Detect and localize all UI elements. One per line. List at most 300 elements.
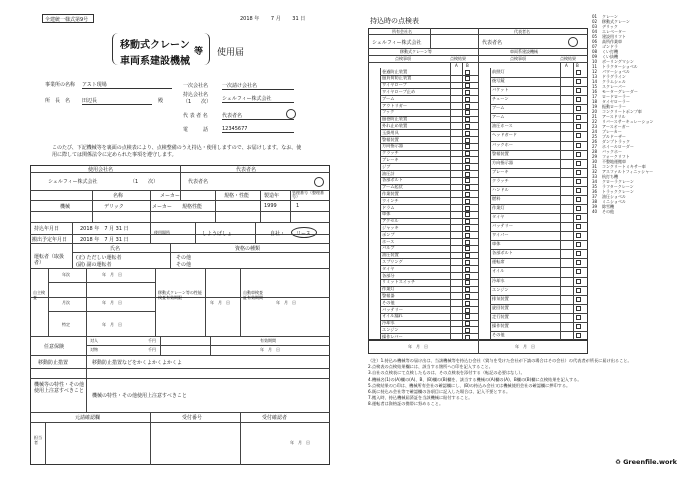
checklist-number: 07 (592, 44, 598, 49)
checklist-label: トラッククレーン (602, 189, 634, 194)
tel-value: 12345677 (222, 126, 294, 133)
checklist-label: コンクリートポンプ車 (602, 109, 642, 114)
crane-item: 冷却水 (382, 320, 395, 326)
crane-item: ホース (382, 238, 395, 244)
check-box[interactable] (465, 70, 470, 75)
check-box[interactable] (576, 251, 581, 256)
checklist-label: くい抜機 (602, 54, 618, 59)
check-box[interactable] (465, 83, 470, 88)
checklist-label: ホイールローダー (602, 144, 634, 149)
checklist-number: 40 (592, 209, 598, 214)
spec-label: 規格性能 (182, 204, 203, 210)
checklist-label: バックホー (602, 149, 622, 154)
check-box[interactable] (576, 188, 581, 193)
right-footer-2: 年 月 日 (515, 344, 535, 349)
h-carry: 所有会社名 (392, 29, 412, 34)
checklist-label: クレーン (602, 14, 618, 19)
checklist-number: 11 (592, 64, 598, 69)
check-box[interactable] (465, 172, 470, 177)
title-doc: 使用届 (217, 48, 245, 58)
vehicle-item: 各部ボルト (492, 250, 513, 256)
check-box[interactable] (576, 88, 581, 93)
check-box[interactable] (576, 215, 581, 220)
crane-item: オイル漏れ (382, 313, 403, 319)
check-box[interactable] (465, 274, 470, 279)
check-box[interactable] (465, 178, 470, 183)
right-title: 持込時の点検表 (370, 17, 419, 25)
checklist-number: 05 (592, 34, 598, 39)
rep-value: 代表者名 (222, 112, 294, 120)
check-box[interactable] (576, 97, 581, 102)
crane-item: ブーム (382, 95, 395, 101)
mgmt-value: 1 (296, 203, 300, 209)
checklist-number: 02 (592, 19, 598, 24)
own-label: 自社・ (270, 231, 286, 237)
check-box[interactable] (465, 240, 470, 245)
checklist-label: エレベーター (602, 29, 626, 34)
operator-label: 運転者（取扱者） (34, 254, 65, 266)
operator-1-qual: その他 (176, 255, 192, 261)
note-line: （注）1.持込み機械等の届け出は、当該機械等を持込む会社（貸与を受けた会社が下請の場合はその会社）の代表者が所長に届け出ること。 (368, 358, 632, 363)
checklist-number: 21 (592, 114, 598, 119)
check-box[interactable] (576, 297, 581, 302)
checklist-number: 15 (592, 84, 598, 89)
crane-item: ジブ (382, 163, 391, 169)
crane-cert-ymd: 年 月 日 (210, 300, 230, 305)
machine-checklist (592, 14, 676, 214)
carry-company-label: 持込会社名 (183, 92, 209, 98)
checklist-number: 30 (592, 159, 598, 164)
checklist-number: 28 (592, 149, 598, 154)
first-company-value: 一次請け会社名 (222, 82, 294, 90)
check-box[interactable] (465, 246, 470, 251)
check-box[interactable] (465, 110, 470, 115)
checklist-number: 39 (592, 204, 598, 209)
vehicle-item: バックホー (492, 141, 513, 147)
check-box[interactable] (465, 328, 470, 333)
checklist-label: くい打機 (602, 49, 618, 54)
check-box[interactable] (465, 233, 470, 238)
vehicle-item: 車体 (492, 241, 501, 247)
vehicle-item: 油圧ホース (492, 123, 513, 129)
vehicle-item: ブーム (492, 105, 505, 111)
checklist-number: 10 (592, 59, 598, 64)
check-box[interactable] (576, 288, 581, 293)
checklist-number: 09 (592, 54, 598, 59)
date-month: 7 月 (270, 16, 281, 22)
checklist-label: その他 (602, 209, 614, 214)
check-box[interactable] (465, 104, 470, 109)
checklist-number: 22 (592, 119, 598, 124)
check-box[interactable] (576, 269, 581, 274)
crane-item: 警報装置 (382, 136, 399, 142)
ins-thing: 対物 (90, 347, 98, 352)
check-box[interactable] (465, 206, 470, 211)
check-box[interactable] (465, 294, 470, 299)
vehicle-item: オイル (492, 268, 505, 274)
col-a-2: A (565, 63, 568, 68)
check-box[interactable] (576, 133, 581, 138)
office-label: 事業所の名称 (45, 82, 76, 88)
check-box[interactable] (465, 287, 470, 292)
check-box[interactable] (465, 117, 470, 122)
machine-label: 機械 (60, 204, 71, 210)
crane-item: エンジン (382, 326, 399, 332)
check-box[interactable] (465, 185, 470, 190)
vehicle-item: 旋回装置 (492, 304, 509, 310)
check-box[interactable] (465, 97, 470, 102)
insp-label: 自主検査 (33, 290, 45, 300)
vehicle-item: ハンドル (492, 186, 509, 192)
checklist-number: 16 (592, 89, 598, 94)
checklist-label: ボーリングマシン (602, 59, 634, 64)
check-box[interactable] (576, 233, 581, 238)
check-box[interactable] (576, 333, 581, 338)
crane-item: 油圧計 (382, 170, 395, 176)
checklist-label: ブルドーザー (602, 134, 626, 139)
recv-confirm: 受付確認者 (262, 415, 288, 421)
checklist-number: 35 (592, 184, 598, 189)
checklist-label: ゴンドラ (602, 44, 618, 49)
col-name: 名称 (113, 193, 124, 199)
notes-block (368, 358, 638, 408)
checklist-number: 38 (592, 199, 598, 204)
col-b-1: B (466, 63, 469, 68)
checklist-number: 19 (592, 104, 598, 109)
checklist-label: 移動式クレーン (602, 19, 630, 24)
prevent-value: 移動防止措置などをかくよかくよかくよ (92, 360, 183, 366)
checklist-label: スクレーパー (602, 84, 626, 89)
vehicle-item: 前照灯 (492, 69, 505, 74)
check-box[interactable] (465, 165, 470, 170)
intro-text: このたび、下記機械等を裏面の点検表により、点検整備のうえ持込・使用しますので、お届けします。なお、使用に際しては関係法令に定められた事項を遵守します。 (52, 145, 302, 158)
vehicle-item: バケット (492, 87, 509, 93)
h-item-1: 点検事項 (395, 56, 411, 61)
insp-month: 月次 (62, 300, 70, 305)
crane-item: 各部分 (382, 272, 395, 278)
checklist-number: 34 (592, 179, 598, 184)
notes-label: 担当者 (34, 435, 42, 445)
checklist-number: 32 (592, 169, 598, 174)
checklist-label: モーターグレーダー (602, 89, 638, 94)
office-value: アスト現場 (82, 81, 172, 89)
check-box[interactable] (465, 199, 470, 204)
check-box[interactable] (576, 242, 581, 247)
title-line2: 車両系建設機械 (120, 56, 190, 67)
check-box[interactable] (465, 314, 470, 319)
checklist-label: フォークリフト (602, 154, 630, 159)
check-box[interactable] (576, 279, 581, 284)
seal-circle (286, 109, 296, 119)
note-line: 8.運転者は資格証の携帯に努めること。 (368, 401, 444, 407)
crane-item: 操作レバー (382, 333, 403, 339)
document-date (240, 15, 305, 22)
carry-date: 2018 年 7 月 31 日 (80, 226, 129, 232)
carry-date-label: 持込年月日 (34, 226, 60, 232)
check-box[interactable] (465, 301, 470, 306)
crane-item: バッテリー (382, 306, 403, 312)
check-box[interactable] (465, 253, 470, 258)
h-rep: 代表者名 (236, 167, 257, 173)
ins-thing-yen: 千円 (148, 347, 156, 352)
lease-circle (291, 227, 317, 238)
ins-valid: 有効期間 (260, 338, 276, 343)
company-tier: （1 次） (130, 179, 159, 185)
crane-item: 作業装置 (382, 190, 399, 196)
checklist-number: 14 (592, 79, 598, 84)
crane-item: タイヤ (382, 265, 395, 271)
chief-value: 田辺長 (82, 97, 152, 105)
vehicle-item: タイヤ (492, 214, 505, 220)
check-box[interactable] (465, 192, 470, 197)
recv-ymd: 年 月 日 (290, 440, 310, 445)
crane-item: リミットスイッチ (382, 279, 416, 285)
check-box[interactable] (465, 219, 470, 224)
checklist-number: 13 (592, 74, 598, 79)
machine-value: デリック (104, 204, 124, 210)
prevent-label: 移動防止措置 (38, 360, 69, 366)
col-b-2: B (576, 63, 579, 68)
checklist-number: 26 (592, 139, 598, 144)
checklist-number: 06 (592, 39, 598, 44)
checklist-label: 高所作業車 (602, 39, 622, 44)
checklist-number: 37 (592, 194, 598, 199)
insp-ymd-3: 年 月 日 (102, 322, 122, 327)
check-box[interactable] (465, 90, 470, 95)
checklist-label: クローラクレーン (602, 179, 634, 184)
checklist-label: ミニショベル (602, 199, 626, 204)
check-box[interactable] (576, 115, 581, 120)
checklist-number: 31 (592, 164, 598, 169)
crane-item: 各部ボルト (382, 177, 403, 183)
receipt-label: 元請確認欄 (75, 415, 101, 421)
company-value: シェルフィー株式会社 (48, 179, 98, 185)
insp-ymd-1: 年 月 日 (102, 272, 122, 277)
h-vehicle: 車両系建設機械 (510, 49, 538, 54)
checklist-number: 03 (592, 24, 598, 29)
seal-circle-3 (568, 37, 578, 47)
check-box[interactable] (465, 280, 470, 285)
check-box[interactable] (465, 335, 470, 340)
col-year: 製造年 (264, 193, 280, 199)
check-box[interactable] (576, 306, 581, 311)
vehicle-label: 自動車検査証有効期間 (243, 290, 263, 300)
check-box[interactable] (576, 179, 581, 184)
check-box[interactable] (576, 197, 581, 202)
check-box[interactable] (465, 321, 470, 326)
note-line: 5.点検結果の○印は、機械所有会社の確認欄にし、(B)の持込み会社又は機械使用会社の確認欄に押印する。 (368, 382, 571, 388)
vehicle-item: ワイパー (492, 232, 509, 238)
date-day: 31 日 (292, 16, 306, 22)
col-mgmt: 管理番号（整理番号） (292, 190, 324, 199)
special-label: 機械等の特性・その他使用上注意すべきこと (34, 382, 85, 394)
check-box[interactable] (465, 124, 470, 129)
ins-ymd: 年 月 日 (260, 347, 280, 352)
vehicle-item: 排気装置 (492, 295, 509, 301)
vehicle-ymd: 年 月 日 (276, 300, 296, 305)
check-box[interactable] (576, 106, 581, 111)
checklist-label: ブレーカー (602, 129, 622, 134)
h-rep-right: 代表者名 (514, 29, 530, 34)
check-box[interactable] (576, 206, 581, 211)
brand-logo (615, 458, 677, 466)
col-maker: メーカー (160, 193, 180, 199)
title-line1: 移動式クレーン (120, 40, 190, 51)
crane-item: ドラム (382, 204, 395, 210)
check-box[interactable] (576, 124, 581, 129)
recv-no: 受付番号 (182, 415, 203, 421)
operator-2-qual: その他 (176, 262, 192, 268)
checklist-number: 18 (592, 99, 598, 104)
carry-company-value: シェルフィー株式会社 (222, 95, 294, 103)
checklist-label: 建設用リフト (602, 34, 626, 39)
crane-item: フック (382, 109, 395, 115)
checklist-label: ダンプトラック (602, 139, 630, 144)
crane-item: 油圧装置 (382, 252, 399, 258)
crane-item: ワイヤロープ (382, 82, 407, 88)
operator-1: (正) ただしい運転者 (76, 255, 122, 261)
crane-cert: 移動式クレーン等の性能検査有効期限 (158, 290, 202, 300)
crane-item: 玉掛用具 (382, 129, 399, 135)
vehicle-item: ブレーキ (492, 168, 509, 174)
crane-item: ウインチ (382, 197, 399, 203)
check-box[interactable] (576, 161, 581, 166)
vehicle-item: エンジン (492, 286, 509, 292)
vehicle-item: 走行装置 (492, 313, 509, 319)
crane-item: クラッチ (382, 150, 399, 156)
crane-item: アクセル (382, 218, 399, 224)
special-value: 機械の特性・その他使用上注意すべきこと (92, 393, 187, 399)
check-box[interactable] (465, 212, 470, 217)
checklist-number: 20 (592, 109, 598, 114)
vehicle-item: 方向指示器 (492, 159, 513, 165)
chief-label: 所 長 名 (45, 98, 71, 104)
vehicle-item: その他 (492, 331, 505, 337)
tel-label: 電 話 (183, 127, 209, 133)
check-box[interactable] (576, 152, 581, 157)
title-suffix: 等 (194, 47, 204, 57)
checklist-label: 振動ローラー (602, 104, 626, 109)
right-footer-1: 年 月 日 (408, 344, 428, 349)
checklist-number: 27 (592, 144, 598, 149)
checklist-label: コンクリートミキサー車 (602, 164, 646, 169)
checklist-number: 29 (592, 154, 598, 159)
check-box[interactable] (465, 151, 470, 156)
crane-item: 巻過防止装置 (382, 68, 408, 74)
checklist-number: 36 (592, 189, 598, 194)
vehicle-item: 警報装置 (492, 150, 509, 156)
check-box[interactable] (576, 224, 581, 229)
col-name2: 氏名 (110, 246, 121, 252)
date-year: 2018 年 (240, 16, 260, 22)
leave-date: 2018 年 7 月 31 日 (80, 237, 129, 243)
col-a-1: A (455, 63, 458, 68)
check-box[interactable] (465, 226, 470, 231)
rep-right: 代表者名 (482, 40, 503, 46)
crane-item: 警報器 (382, 292, 395, 298)
chief-honorific: 殿 (158, 98, 164, 104)
checklist-label: アースオーガー (602, 124, 630, 129)
vehicle-item: クラッチ (492, 177, 509, 183)
check-box[interactable] (465, 144, 470, 149)
check-box[interactable] (576, 170, 581, 175)
checklist-number: 04 (592, 29, 598, 34)
check-box[interactable] (465, 158, 470, 163)
checklist-label: アスファルトフィニッシャー (602, 169, 654, 174)
checklist-item (592, 209, 676, 214)
note-line: 7.搬入時、持込機械届済証を当該機械に貼付すること。 (368, 395, 473, 401)
crane-item: アウトリガー (382, 102, 408, 108)
crane-item: ワイヤロープ止め (382, 88, 416, 94)
check-box[interactable] (576, 79, 581, 84)
check-box[interactable] (576, 70, 581, 75)
rep-label: 代 表 者 名 (183, 113, 208, 119)
checklist-label: クラムシェル (602, 79, 626, 84)
check-box[interactable] (576, 143, 581, 148)
insp-year: 年次 (62, 272, 70, 277)
crane-item: スプリング (382, 258, 403, 264)
crane-item: 方向指示器 (382, 143, 403, 149)
checklist-label: パワーショベル (602, 69, 630, 74)
checklist-number: 12 (592, 69, 598, 74)
check-box[interactable] (576, 315, 581, 320)
use-method-label: 使用場所 (154, 230, 170, 235)
h-item-2: 点検事項 (510, 56, 526, 61)
form-tag (42, 14, 94, 23)
check-box[interactable] (465, 138, 470, 143)
insp-ymd-2: 年 月 日 (102, 300, 122, 305)
vehicle-item: 後写鏡 (492, 78, 505, 84)
check-box[interactable] (465, 131, 470, 136)
vehicle-item: 作業灯 (492, 205, 505, 210)
check-box[interactable] (576, 324, 581, 329)
note-line: 3.自社の点検表にて点検したものは、その点検表を添付する（転記の必要はなし）。 (368, 370, 525, 376)
vehicle-item: チェーン (492, 96, 509, 102)
vehicle-item: 燃料 (492, 195, 501, 201)
checklist-label: ドラグライン (602, 74, 626, 79)
check-box[interactable] (465, 308, 470, 313)
brand-icon: ♻ (615, 458, 624, 466)
crane-item: 作業灯 (382, 286, 395, 292)
crane-item: 車体 (382, 211, 391, 217)
h-company: 使用会社名 (88, 167, 114, 173)
vehicle-item: アーム (492, 114, 505, 120)
checklist-number: 01 (592, 14, 598, 19)
checklist-label: アースドリル (602, 114, 626, 119)
check-box[interactable] (576, 260, 581, 265)
checklist-label: タイヤローラー (602, 99, 630, 104)
vehicle-item: バッテリー (492, 223, 513, 229)
check-box[interactable] (465, 267, 470, 272)
insp-special: 特定 (62, 322, 70, 327)
check-box[interactable] (465, 76, 470, 81)
checklist-number: 24 (592, 129, 598, 134)
vehicle-item: 運転席 (492, 259, 505, 265)
rep-value-2: 代表者名 (188, 179, 209, 185)
form-tag-text: 全建統一様式第9号 (45, 17, 89, 23)
check-box[interactable] (465, 260, 470, 265)
leave-date-label: 搬出予定年月日 (32, 237, 68, 243)
first-company-label: 一次会社名 (183, 83, 209, 89)
crane-item: 過負荷防止装置 (382, 75, 412, 81)
maker-label: メーカー (152, 204, 172, 210)
checklist-label: 油圧ショベル (602, 194, 626, 199)
col-qual: 資格の種類 (235, 246, 261, 252)
checklist-label: 杭打ち機 (602, 174, 618, 179)
note-line: 4.機械名(1)の(A)欄の(A)、B、(B)欄の(B)欄を、該当する機械の(A)欄の(A)、B欄の(B)欄に点検結果を記入する。 (368, 376, 582, 382)
use-method: しようばしょ (202, 231, 233, 237)
carry-company-tier: （1 次） (183, 99, 212, 105)
